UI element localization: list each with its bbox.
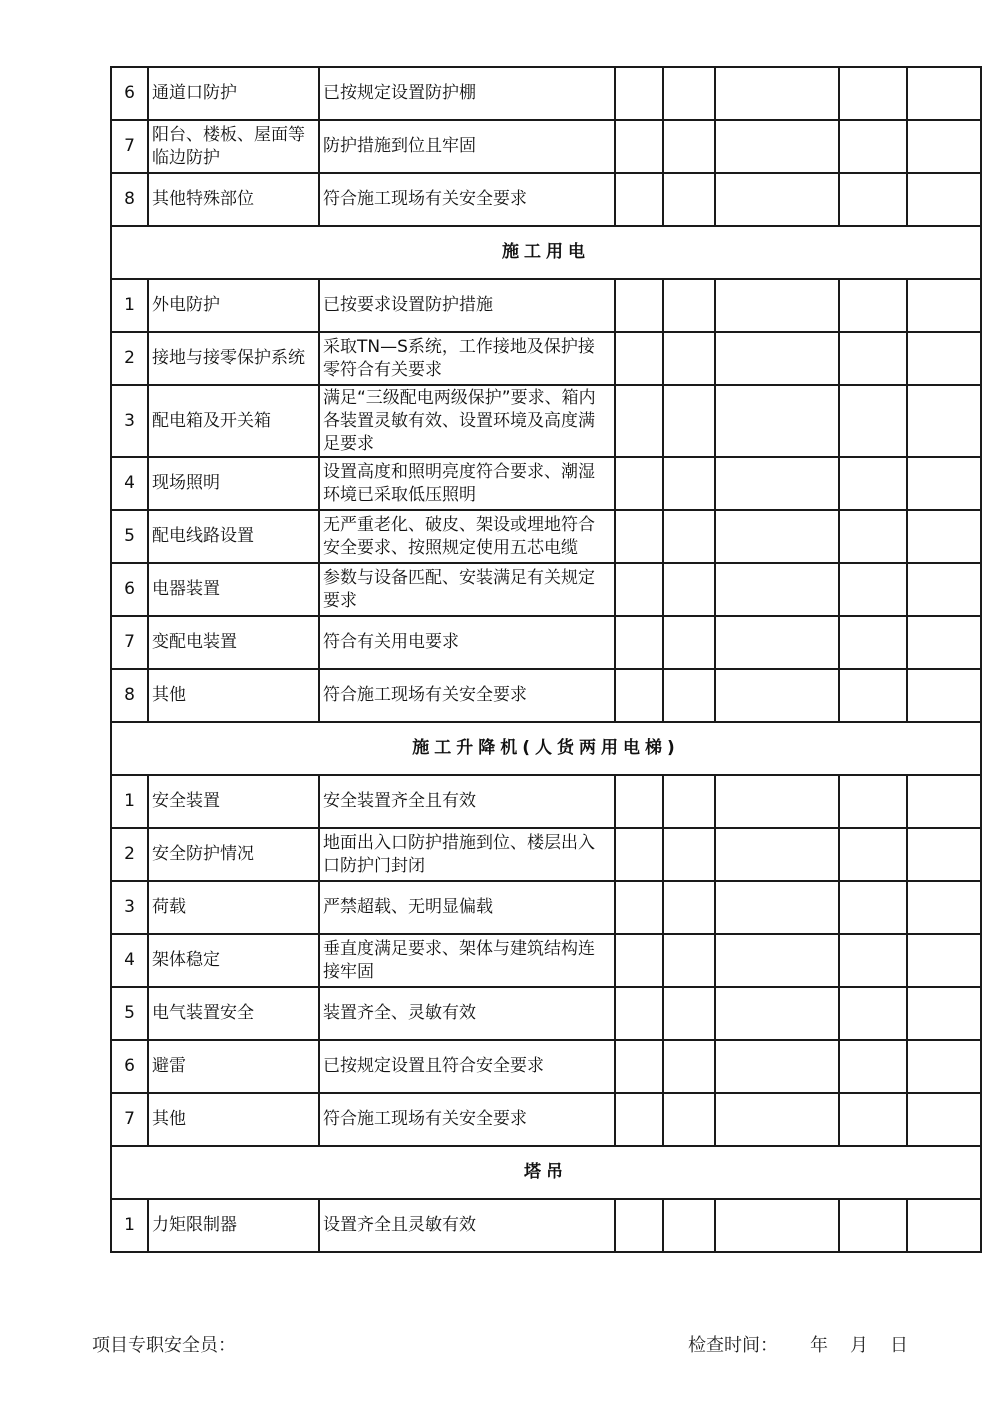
check-cell[interactable] bbox=[715, 1093, 839, 1146]
item-name: 安全装置 bbox=[148, 775, 319, 828]
check-cell[interactable] bbox=[839, 279, 907, 332]
check-cell[interactable] bbox=[839, 881, 907, 934]
table-row bbox=[111, 67, 981, 120]
check-cell[interactable] bbox=[663, 828, 715, 881]
check-cell[interactable] bbox=[615, 279, 663, 332]
item-number: 2 bbox=[111, 332, 148, 385]
table-body bbox=[111, 67, 981, 1252]
check-cell[interactable] bbox=[907, 173, 981, 226]
check-cell[interactable] bbox=[839, 120, 907, 173]
table-row bbox=[111, 775, 981, 828]
section-title: 塔吊 bbox=[111, 1146, 981, 1199]
item-number: 3 bbox=[111, 385, 148, 457]
check-cell[interactable] bbox=[663, 510, 715, 563]
item-requirement: 防护措施到位且牢固 bbox=[319, 120, 615, 173]
table-row bbox=[111, 279, 981, 332]
table-row bbox=[111, 987, 981, 1040]
check-cell[interactable] bbox=[615, 67, 663, 120]
check-cell[interactable] bbox=[663, 987, 715, 1040]
check-cell[interactable] bbox=[615, 332, 663, 385]
section-title: 施工用电 bbox=[111, 226, 981, 279]
check-cell[interactable] bbox=[839, 385, 907, 457]
item-name: 外电防护 bbox=[148, 279, 319, 332]
check-cell[interactable] bbox=[663, 934, 715, 987]
table-row bbox=[111, 1199, 981, 1252]
item-number: 6 bbox=[111, 1040, 148, 1093]
item-name: 接地与接零保护系统 bbox=[148, 332, 319, 385]
item-requirement: 符合施工现场有关安全要求 bbox=[319, 173, 615, 226]
item-requirement: 地面出入口防护措施到位、楼层出入口防护门封闭 bbox=[319, 828, 615, 881]
item-number: 8 bbox=[111, 173, 148, 226]
item-requirement: 设置齐全且灵敏有效 bbox=[319, 1199, 615, 1252]
check-cell[interactable] bbox=[663, 279, 715, 332]
item-number: 1 bbox=[111, 1199, 148, 1252]
check-cell[interactable] bbox=[907, 1093, 981, 1146]
item-number: 5 bbox=[111, 987, 148, 1040]
item-number: 6 bbox=[111, 563, 148, 616]
section-header-row bbox=[111, 722, 981, 775]
item-requirement: 已按要求设置防护措施 bbox=[319, 279, 615, 332]
check-cell[interactable] bbox=[715, 775, 839, 828]
section-header-row bbox=[111, 226, 981, 279]
table-row bbox=[111, 332, 981, 385]
section-title: 施工升降机(人货两用电梯) bbox=[111, 722, 981, 775]
item-requirement: 无严重老化、破皮、架设或埋地符合安全要求、按照规定使用五芯电缆 bbox=[319, 510, 615, 563]
item-number: 7 bbox=[111, 1093, 148, 1146]
check-cell[interactable] bbox=[715, 828, 839, 881]
check-cell[interactable] bbox=[839, 1199, 907, 1252]
table-row bbox=[111, 510, 981, 563]
check-cell[interactable] bbox=[615, 385, 663, 457]
item-name: 变配电装置 bbox=[148, 616, 319, 669]
check-cell[interactable] bbox=[615, 669, 663, 722]
check-cell[interactable] bbox=[839, 510, 907, 563]
item-requirement: 符合施工现场有关安全要求 bbox=[319, 1093, 615, 1146]
check-cell[interactable] bbox=[907, 279, 981, 332]
check-cell[interactable] bbox=[615, 1199, 663, 1252]
check-cell[interactable] bbox=[615, 120, 663, 173]
table-row bbox=[111, 457, 981, 510]
table-row bbox=[111, 828, 981, 881]
day-label: 日 bbox=[890, 1335, 908, 1356]
check-cell[interactable] bbox=[615, 1040, 663, 1093]
item-name: 安全防护情况 bbox=[148, 828, 319, 881]
check-cell[interactable] bbox=[663, 332, 715, 385]
item-requirement: 符合施工现场有关安全要求 bbox=[319, 669, 615, 722]
check-cell[interactable] bbox=[715, 987, 839, 1040]
check-cell[interactable] bbox=[715, 563, 839, 616]
check-cell[interactable] bbox=[715, 669, 839, 722]
check-cell[interactable] bbox=[615, 775, 663, 828]
item-name: 电器装置 bbox=[148, 563, 319, 616]
inspection-table bbox=[110, 66, 982, 1253]
item-requirement: 安全装置齐全且有效 bbox=[319, 775, 615, 828]
check-cell[interactable] bbox=[663, 1040, 715, 1093]
check-cell[interactable] bbox=[615, 457, 663, 510]
item-number: 1 bbox=[111, 279, 148, 332]
year-label: 年 bbox=[810, 1335, 828, 1356]
item-name: 避雷 bbox=[148, 1040, 319, 1093]
check-cell[interactable] bbox=[907, 1199, 981, 1252]
item-name: 现场照明 bbox=[148, 457, 319, 510]
check-cell[interactable] bbox=[839, 332, 907, 385]
check-cell[interactable] bbox=[907, 563, 981, 616]
item-requirement: 已按规定设置且符合安全要求 bbox=[319, 1040, 615, 1093]
table-row bbox=[111, 120, 981, 173]
check-cell[interactable] bbox=[839, 1093, 907, 1146]
item-requirement: 装置齐全、灵敏有效 bbox=[319, 987, 615, 1040]
check-cell[interactable] bbox=[839, 669, 907, 722]
check-cell[interactable] bbox=[907, 1040, 981, 1093]
table-row bbox=[111, 173, 981, 226]
item-requirement: 采取TN—S系统，工作接地及保护接零符合有关要求 bbox=[319, 332, 615, 385]
inspection-date bbox=[688, 1331, 908, 1357]
officer-signature-label: 项目专职安全员： bbox=[92, 1335, 236, 1356]
item-name: 配电线路设置 bbox=[148, 510, 319, 563]
check-cell[interactable] bbox=[839, 616, 907, 669]
check-cell[interactable] bbox=[615, 616, 663, 669]
table-row bbox=[111, 669, 981, 722]
check-cell[interactable] bbox=[715, 616, 839, 669]
check-cell[interactable] bbox=[839, 563, 907, 616]
check-cell[interactable] bbox=[663, 67, 715, 120]
check-cell[interactable] bbox=[715, 332, 839, 385]
item-name: 荷载 bbox=[148, 881, 319, 934]
check-cell[interactable] bbox=[839, 1040, 907, 1093]
item-name: 其他 bbox=[148, 1093, 319, 1146]
check-cell[interactable] bbox=[715, 1040, 839, 1093]
section-header-row bbox=[111, 1146, 981, 1199]
check-cell[interactable] bbox=[615, 828, 663, 881]
item-name: 通道口防护 bbox=[148, 67, 319, 120]
check-cell[interactable] bbox=[907, 332, 981, 385]
table-row bbox=[111, 1093, 981, 1146]
item-number: 3 bbox=[111, 881, 148, 934]
check-cell[interactable] bbox=[615, 881, 663, 934]
check-cell[interactable] bbox=[907, 457, 981, 510]
check-cell[interactable] bbox=[663, 385, 715, 457]
table-row bbox=[111, 881, 981, 934]
table-row bbox=[111, 934, 981, 987]
check-cell[interactable] bbox=[663, 563, 715, 616]
check-cell[interactable] bbox=[839, 67, 907, 120]
item-requirement: 设置高度和照明亮度符合要求、潮湿环境已采取低压照明 bbox=[319, 457, 615, 510]
check-cell[interactable] bbox=[715, 67, 839, 120]
check-cell[interactable] bbox=[615, 173, 663, 226]
check-cell[interactable] bbox=[839, 173, 907, 226]
item-name: 其他 bbox=[148, 669, 319, 722]
check-cell[interactable] bbox=[907, 669, 981, 722]
item-name: 阳台、楼板、屋面等临边防护 bbox=[148, 120, 319, 173]
check-cell[interactable] bbox=[715, 1199, 839, 1252]
item-requirement: 已按规定设置防护棚 bbox=[319, 67, 615, 120]
table-row bbox=[111, 1040, 981, 1093]
item-name: 力矩限制器 bbox=[148, 1199, 319, 1252]
check-cell[interactable] bbox=[663, 457, 715, 510]
item-number: 5 bbox=[111, 510, 148, 563]
check-cell[interactable] bbox=[907, 616, 981, 669]
item-number: 4 bbox=[111, 934, 148, 987]
check-cell[interactable] bbox=[907, 987, 981, 1040]
table-row bbox=[111, 563, 981, 616]
item-number: 1 bbox=[111, 775, 148, 828]
check-cell[interactable] bbox=[839, 457, 907, 510]
item-number: 7 bbox=[111, 616, 148, 669]
check-cell[interactable] bbox=[615, 510, 663, 563]
item-name: 其他特殊部位 bbox=[148, 173, 319, 226]
check-cell[interactable] bbox=[615, 934, 663, 987]
check-cell[interactable] bbox=[615, 563, 663, 616]
check-cell[interactable] bbox=[715, 881, 839, 934]
item-number: 6 bbox=[111, 67, 148, 120]
check-cell[interactable] bbox=[907, 120, 981, 173]
item-number: 2 bbox=[111, 828, 148, 881]
check-cell[interactable] bbox=[663, 881, 715, 934]
check-cell[interactable] bbox=[715, 385, 839, 457]
check-cell[interactable] bbox=[907, 510, 981, 563]
item-number: 7 bbox=[111, 120, 148, 173]
check-cell[interactable] bbox=[663, 669, 715, 722]
check-cell[interactable] bbox=[715, 510, 839, 563]
item-name: 架体稳定 bbox=[148, 934, 319, 987]
check-cell[interactable] bbox=[715, 173, 839, 226]
check-cell[interactable] bbox=[663, 120, 715, 173]
table-row bbox=[111, 616, 981, 669]
check-cell[interactable] bbox=[715, 279, 839, 332]
check-cell[interactable] bbox=[715, 120, 839, 173]
item-number: 4 bbox=[111, 457, 148, 510]
item-name: 配电箱及开关箱 bbox=[148, 385, 319, 457]
item-requirement: 符合有关用电要求 bbox=[319, 616, 615, 669]
item-name: 电气装置安全 bbox=[148, 987, 319, 1040]
check-cell[interactable] bbox=[907, 67, 981, 120]
check-cell[interactable] bbox=[907, 828, 981, 881]
month-label: 月 bbox=[850, 1335, 868, 1356]
check-cell[interactable] bbox=[839, 828, 907, 881]
check-cell[interactable] bbox=[663, 173, 715, 226]
check-cell[interactable] bbox=[663, 616, 715, 669]
item-number: 8 bbox=[111, 669, 148, 722]
check-cell[interactable] bbox=[615, 1093, 663, 1146]
item-requirement: 垂直度满足要求、架体与建筑结构连接牢固 bbox=[319, 934, 615, 987]
table-row bbox=[111, 385, 981, 457]
check-cell[interactable] bbox=[663, 775, 715, 828]
check-cell[interactable] bbox=[663, 1093, 715, 1146]
check-cell[interactable] bbox=[615, 987, 663, 1040]
check-cell[interactable] bbox=[839, 987, 907, 1040]
item-requirement: 参数与设备匹配、安装满足有关规定要求 bbox=[319, 563, 615, 616]
item-requirement: 严禁超载、无明显偏载 bbox=[319, 881, 615, 934]
check-cell[interactable] bbox=[839, 934, 907, 987]
check-cell[interactable] bbox=[715, 934, 839, 987]
check-cell[interactable] bbox=[715, 457, 839, 510]
check-cell[interactable] bbox=[907, 385, 981, 457]
check-cell[interactable] bbox=[839, 775, 907, 828]
check-cell[interactable] bbox=[907, 934, 981, 987]
check-cell[interactable] bbox=[907, 775, 981, 828]
date-label: 检查时间： bbox=[688, 1335, 778, 1356]
item-requirement: 满足“三级配电两级保护”要求、箱内各装置灵敏有效、设置环境及高度满足要求 bbox=[319, 385, 615, 457]
check-cell[interactable] bbox=[663, 1199, 715, 1252]
check-cell[interactable] bbox=[907, 881, 981, 934]
